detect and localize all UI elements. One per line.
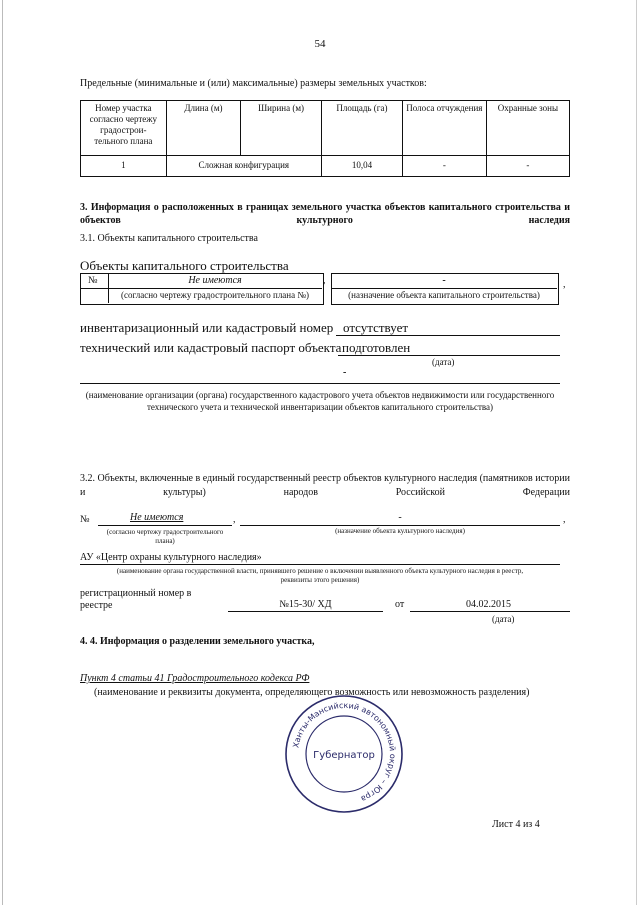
cult-value: Не имеются bbox=[130, 512, 184, 523]
cult-caption-left: (согласно чертежу градостроительного плана) bbox=[106, 528, 224, 545]
section32-heading: 3.2. Объекты, включенные в единый государственный реестр объектов культурного наследия (памятников истории и культуры) народов Российской Федерации bbox=[80, 473, 570, 498]
sheet-label: Лист 4 из 4 bbox=[492, 819, 540, 830]
cap-num-sign: № bbox=[88, 275, 98, 286]
sizes-heading: Предельные (минимальные и (или) максимальные) размеры земельных участков: bbox=[80, 78, 427, 89]
inv-label: инвентаризационный или кадастровый номер bbox=[80, 320, 334, 335]
table-row bbox=[81, 156, 570, 177]
cell-dims: Сложная конфигурация bbox=[166, 156, 321, 177]
passport-label: технический или кадастровый паспорт объекта bbox=[80, 340, 342, 355]
cult-comma: , bbox=[233, 514, 236, 525]
page-number: 54 bbox=[314, 38, 326, 50]
cult-end-comma: , bbox=[563, 514, 566, 525]
reg-date-underline bbox=[410, 611, 570, 612]
inv-value: отсутствует bbox=[343, 320, 409, 335]
org-name: АУ «Центр охраны культурного наследия» bbox=[80, 552, 262, 563]
org-dash: - bbox=[343, 367, 347, 378]
header-area: Площадь (га) bbox=[321, 101, 402, 156]
header-width: Ширина (м) bbox=[241, 101, 322, 156]
section31-heading: 3.1. Объекты капитального строительства bbox=[80, 233, 258, 244]
cult-num-sign: № bbox=[80, 514, 90, 525]
passport-value: подготовлен bbox=[342, 340, 411, 355]
cap-right-midline bbox=[331, 288, 557, 289]
doc-reference: Пункт 4 статьи 41 Градостроительного кодекса РФ bbox=[80, 673, 310, 684]
page-edge-left bbox=[2, 0, 3, 905]
stamp-center-text: Губернатор bbox=[313, 750, 375, 761]
org-underline bbox=[80, 383, 560, 384]
table-header-row bbox=[81, 101, 570, 156]
passport-date-caption: (дата) bbox=[432, 357, 455, 367]
header-strip: Полоса отчуждения bbox=[402, 101, 486, 156]
cult-right-underline bbox=[240, 525, 560, 526]
header-number: Номер участка согласно чертежу градострои-тельного плана bbox=[81, 101, 167, 156]
org-caption: (наименование организации (органа) государственного кадастрового учета объектов недвижимости или государственного технического учета и технической инвентаризации объектов капитального строительства) bbox=[85, 390, 555, 412]
cult-value-underline bbox=[98, 525, 232, 526]
cult-dash: - bbox=[398, 512, 402, 523]
org-name-caption: (наименование органа государственной власти, принявшего решение о включении выявленного объекта культурного наследия в реестр, реквизиты этого решения) bbox=[116, 567, 524, 584]
cap-dash: - bbox=[442, 275, 446, 286]
cap-heading: Объекты капитального строительства bbox=[80, 258, 289, 273]
governor-stamp bbox=[282, 692, 406, 816]
cap-comma: , bbox=[323, 275, 326, 286]
cap-end-comma: , bbox=[563, 279, 566, 290]
reg-date-caption: (дата) bbox=[492, 614, 515, 624]
cap-box-midline bbox=[80, 288, 322, 289]
cap-caption-left: (согласно чертежу градостроительного плана №) bbox=[121, 290, 309, 300]
cell-strip: - bbox=[402, 156, 486, 177]
header-zones: Охранные зоны bbox=[486, 101, 569, 156]
sizes-table bbox=[80, 100, 570, 177]
doc-caption: (наименование и реквизиты документа, определяющего возможность или невозможность разделения) bbox=[94, 687, 530, 698]
header-length: Длина (м) bbox=[166, 101, 241, 156]
reg-date: 04.02.2015 bbox=[466, 599, 511, 610]
org-name-underline bbox=[80, 564, 560, 565]
reg-from: от bbox=[395, 599, 405, 610]
cell-zones: - bbox=[486, 156, 569, 177]
reg-underline bbox=[228, 611, 383, 612]
reg-label: регистрационный номер в реестре bbox=[80, 588, 192, 611]
section4-title: 4. 4. Информация о разделении земельного участка, bbox=[80, 636, 315, 647]
cap-caption-right: (назначение объекта капитального строительства) bbox=[348, 290, 540, 300]
cap-value: Не имеются bbox=[188, 275, 242, 286]
page-edge-right bbox=[636, 0, 637, 905]
cell-number: 1 bbox=[81, 156, 167, 177]
section3-title: 3. Информация о расположенных в границах земельного участка объектов капитального строительства и объектов культурного наследия bbox=[80, 202, 570, 226]
cult-caption-right: (назначение объекта культурного наследия) bbox=[335, 527, 465, 535]
stamp-ring-textpath: Ханты-Мансийский автономный округ – Югра bbox=[291, 700, 398, 804]
cell-area: 10,04 bbox=[321, 156, 402, 177]
reg-value: №15-30/ ХД bbox=[279, 599, 332, 610]
